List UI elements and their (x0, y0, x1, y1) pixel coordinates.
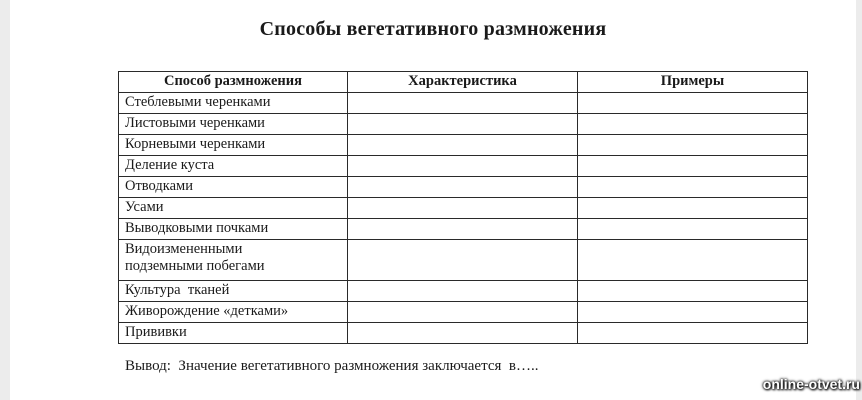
characteristic-cell (348, 302, 578, 323)
method-cell: Видоизмененными подземными побегами (119, 240, 348, 281)
method-cell: Отводками (119, 177, 348, 198)
table-row (119, 177, 808, 198)
method-cell: Живорождение «детками» (119, 302, 348, 323)
examples-cell (578, 135, 808, 156)
method-cell: Стеблевыми черенками (119, 93, 348, 114)
method-cell: Листовыми черенками (119, 114, 348, 135)
table-row (119, 135, 808, 156)
method-cell: Усами (119, 198, 348, 219)
table-row (119, 114, 808, 135)
table-row (119, 302, 808, 323)
table-header-row (119, 72, 808, 93)
page-title: Способы вегетативного размножения (259, 18, 607, 40)
examples-cell (578, 219, 808, 240)
characteristic-cell (348, 177, 578, 198)
table-row (119, 198, 808, 219)
header-characteristic: Характеристика (348, 72, 578, 93)
method-cell: Прививки (119, 323, 348, 344)
examples-cell (578, 281, 808, 302)
table-row (119, 323, 808, 344)
header-examples: Примеры (578, 72, 808, 93)
characteristic-cell (348, 198, 578, 219)
examples-cell (578, 114, 808, 135)
conclusion-text: Вывод: Значение вегетативного размножения заключается в….. (125, 358, 539, 374)
methods-table (118, 71, 808, 344)
characteristic-cell (348, 281, 578, 302)
characteristic-cell (348, 93, 578, 114)
table-row (119, 240, 808, 281)
examples-cell (578, 198, 808, 219)
table-row (119, 281, 808, 302)
examples-cell (578, 323, 808, 344)
examples-cell (578, 302, 808, 323)
header-method: Способ размножения (119, 72, 348, 93)
examples-cell (578, 93, 808, 114)
characteristic-cell (348, 323, 578, 344)
examples-cell (578, 156, 808, 177)
table-row (119, 93, 808, 114)
examples-cell (578, 240, 808, 281)
characteristic-cell (348, 219, 578, 240)
table-row (119, 156, 808, 177)
table-row (119, 219, 808, 240)
examples-cell (578, 177, 808, 198)
method-cell: Корневыми черенками (119, 135, 348, 156)
characteristic-cell (348, 135, 578, 156)
watermark: online-otvet.ru (762, 376, 860, 392)
characteristic-cell (348, 156, 578, 177)
method-cell: Деление куста (119, 156, 348, 177)
method-cell: Выводковыми почками (119, 219, 348, 240)
characteristic-cell (348, 240, 578, 281)
characteristic-cell (348, 114, 578, 135)
document-page (10, 0, 856, 400)
method-cell: Культура тканей (119, 281, 348, 302)
